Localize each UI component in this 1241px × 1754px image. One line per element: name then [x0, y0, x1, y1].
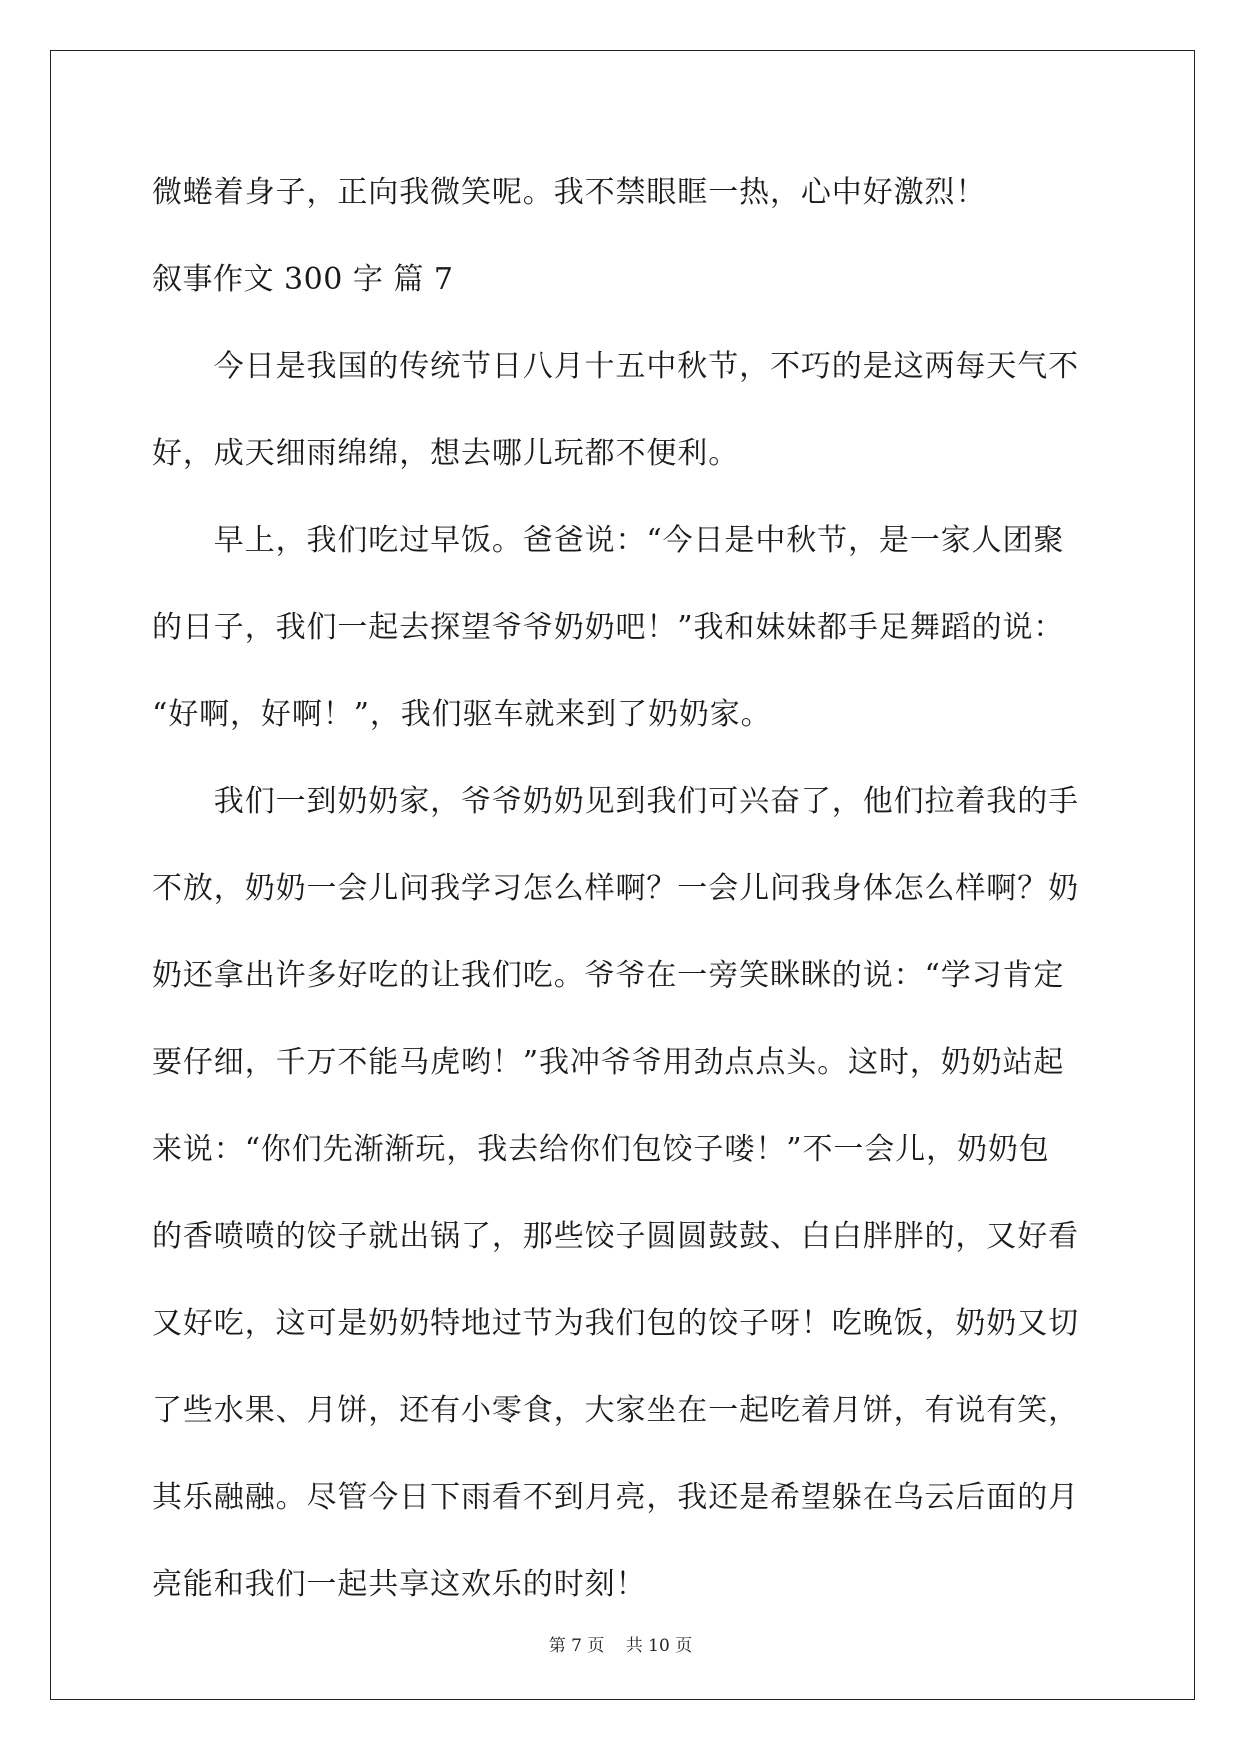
- text-line: 来说：“你们先渐渐玩，我去给你们包饺子喽！”不一会儿，奶奶包: [152, 1132, 1050, 1167]
- document-body: [152, 160, 1092, 1639]
- text-line: 微蜷着身子，正向我微笑呢。我不禁眼眶一热，心中好激烈！: [152, 175, 987, 210]
- text-line: 的日子，我们一起去探望爷爷奶奶吧！”我和妹妹都手足舞蹈的说：: [152, 610, 1065, 645]
- text-line: 了些水果、月饼，还有小零食，大家坐在一起吃着月饼，有说有笑，: [152, 1393, 1079, 1428]
- text-line: 不放，奶奶一会儿问我学习怎么样啊？一会儿问我身体怎么样啊？奶: [152, 871, 1079, 906]
- text-line: 要仔细，千万不能马虎哟！”我冲爷爷用劲点点头。这时，奶奶站起: [152, 1045, 1065, 1080]
- text-line: 我们一到奶奶家，爷爷奶奶见到我们可兴奋了，他们拉着我的手: [152, 784, 1079, 819]
- page-footer: [0, 1631, 1241, 1656]
- text-line: 奶还拿出许多好吃的让我们吃。爷爷在一旁笑眯眯的说：“学习肯定: [152, 958, 1065, 993]
- text-line: 早上，我们吃过早饭。爸爸说：“今日是中秋节，是一家人团聚: [152, 523, 1065, 558]
- page-number: 第 7 页: [548, 1636, 605, 1656]
- text-line: 今日是我国的传统节日八月十五中秋节，不巧的是这两每天气不: [152, 349, 1079, 384]
- section-heading: 叙事作文 300 字 篇 7: [152, 262, 454, 297]
- text-line: 的香喷喷的饺子就出锅了，那些饺子圆圆鼓鼓、白白胖胖的，又好看: [152, 1219, 1079, 1254]
- text-line: 亮能和我们一起共享这欢乐的时刻！: [152, 1567, 647, 1602]
- text-line: 好，成天细雨绵绵，想去哪儿玩都不便利。: [152, 436, 740, 471]
- page-total: 共 10 页: [625, 1636, 693, 1656]
- text-line: “好啊，好啊！”，我们驱车就来到了奶奶家。: [152, 697, 772, 732]
- text-line: 其乐融融。尽管今日下雨看不到月亮，我还是希望躲在乌云后面的月: [152, 1480, 1079, 1515]
- text-line: 又好吃，这可是奶奶特地过节为我们包的饺子呀！吃晚饭，奶奶又切: [152, 1306, 1079, 1341]
